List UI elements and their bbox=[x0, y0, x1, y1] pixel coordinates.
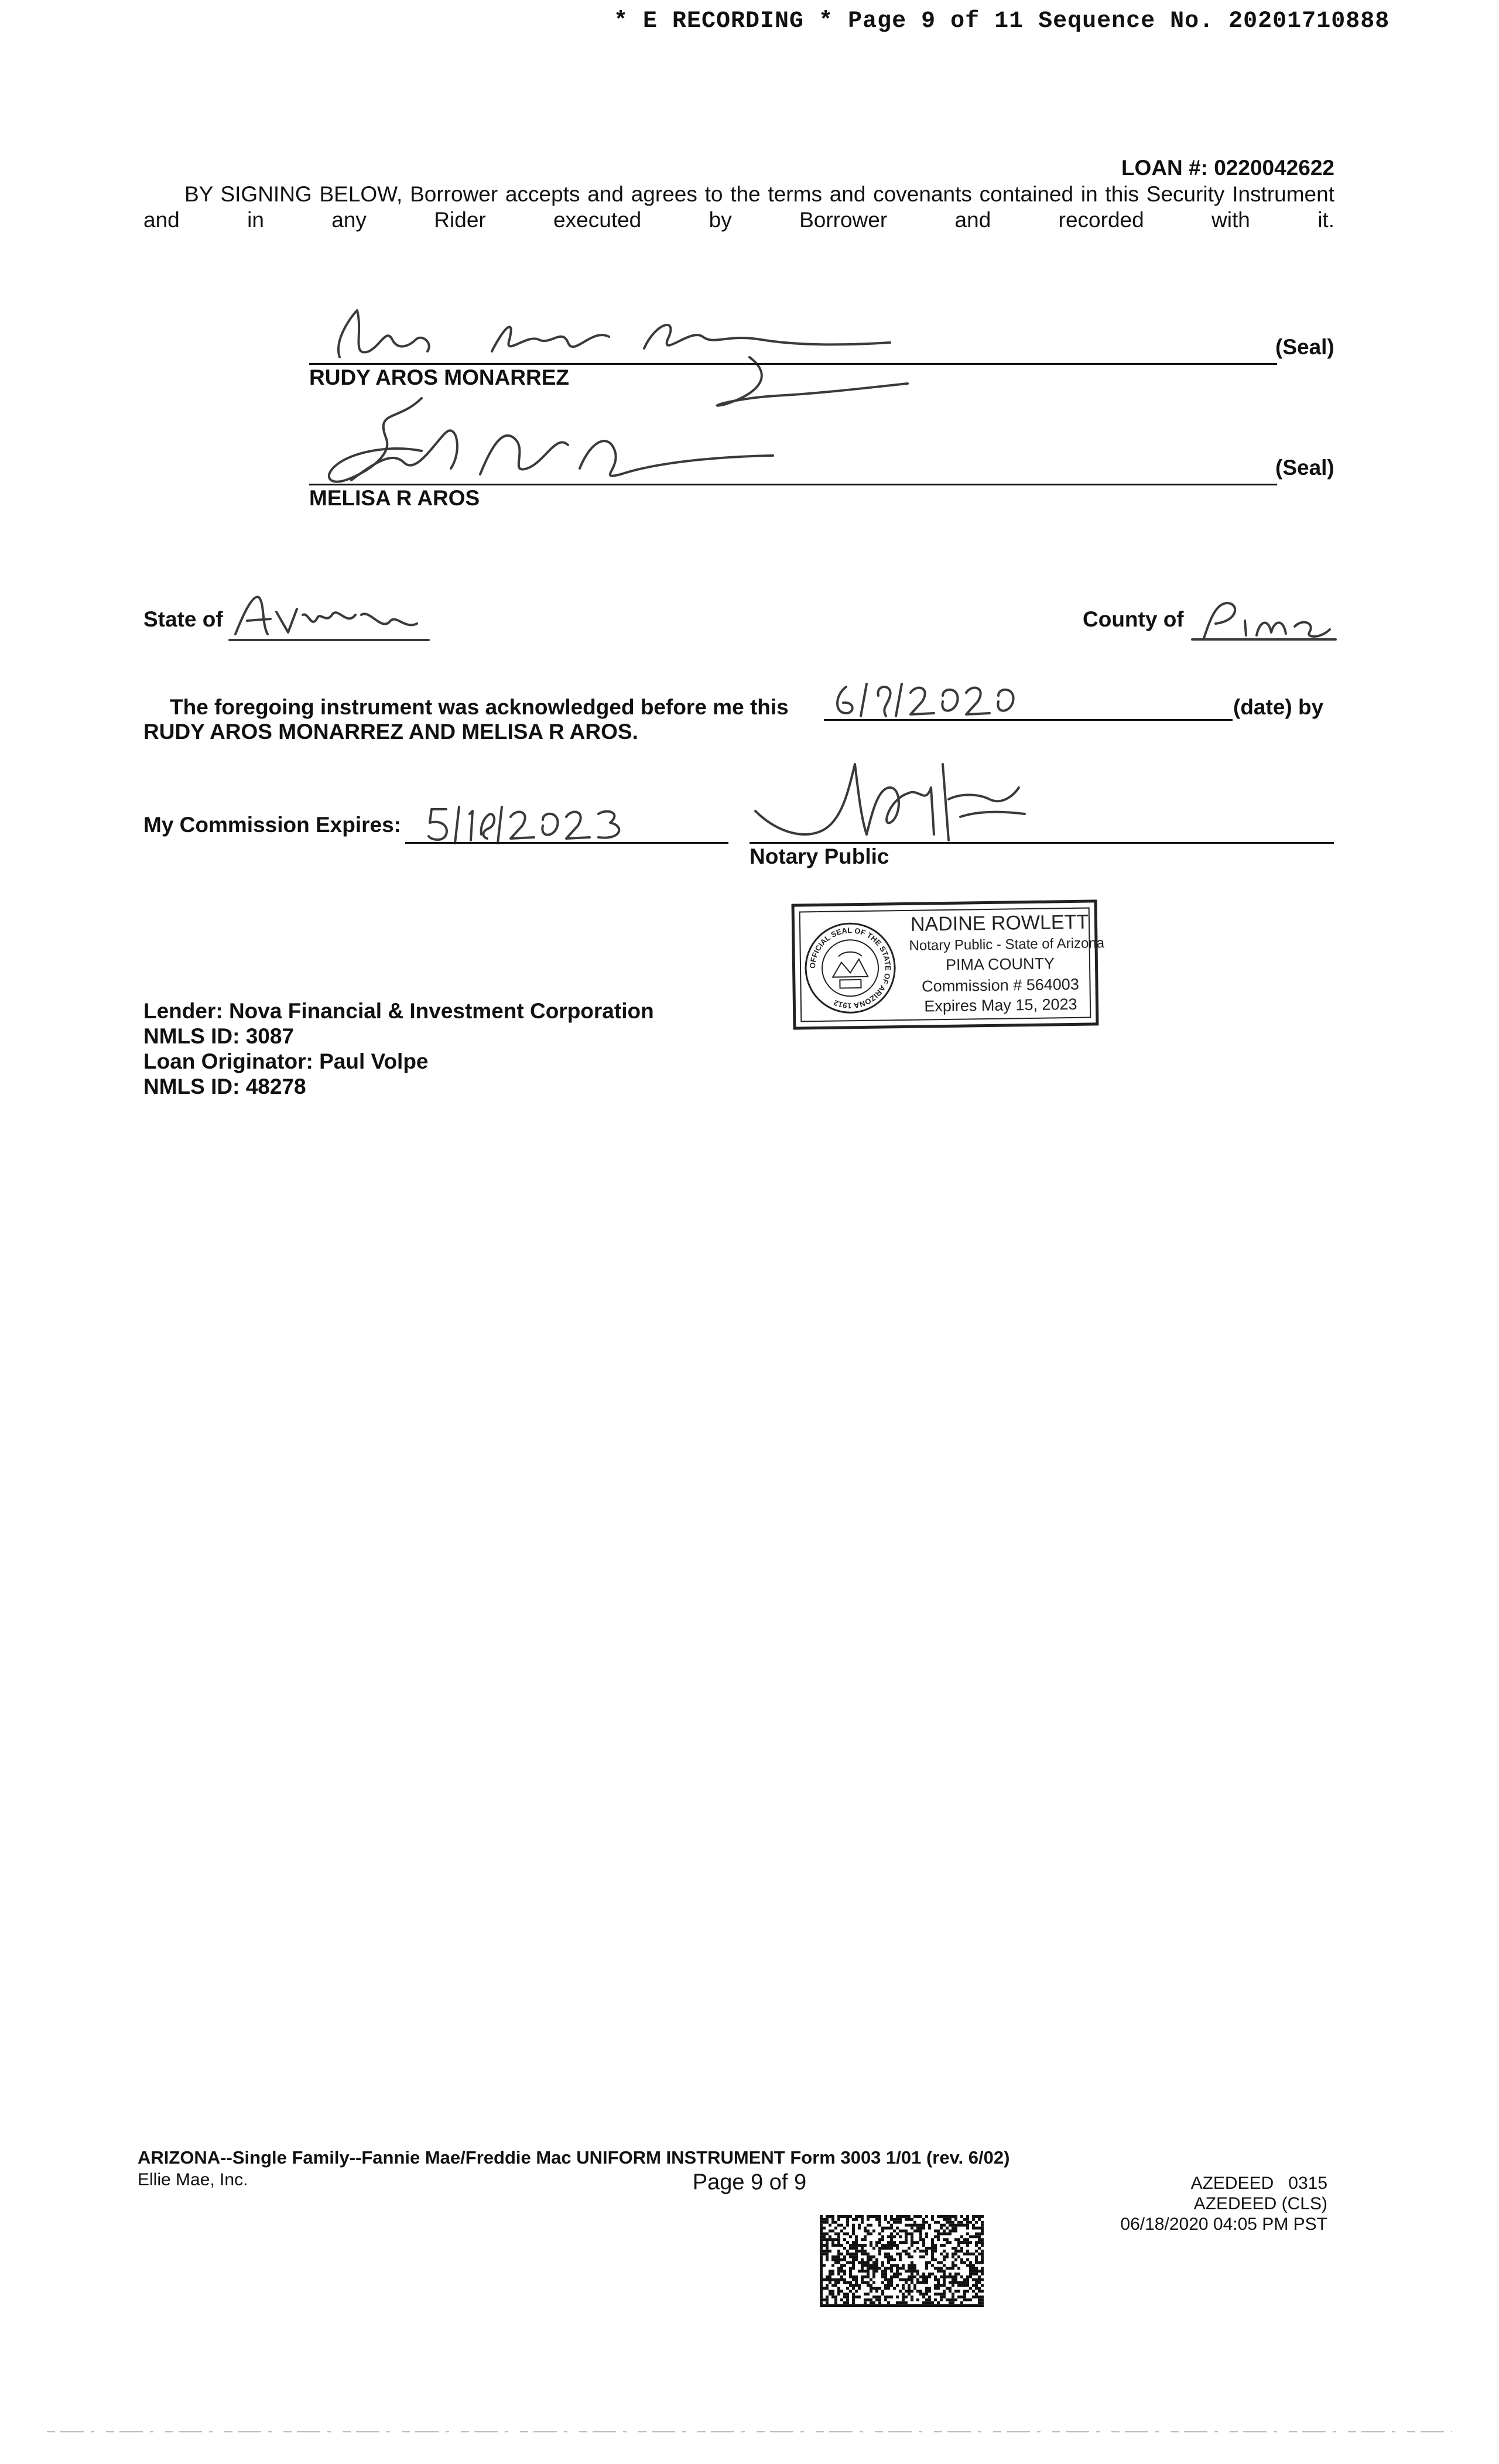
loan-number: LOAN #: 0220042622 bbox=[1121, 156, 1334, 180]
borrower1-signature-line bbox=[309, 363, 1277, 365]
date-by-label: (date) by bbox=[1233, 695, 1324, 719]
stamp-county: PIMA COUNTY bbox=[945, 954, 1055, 974]
footer-page-number: Page 9 of 9 bbox=[692, 2170, 807, 2195]
footer-timestamp: 06/18/2020 04:05 PM PST bbox=[1120, 2215, 1327, 2234]
borrower1-name: RUDY AROS MONARREZ bbox=[309, 365, 570, 389]
notary-signature bbox=[755, 752, 1060, 852]
notary-public-label: Notary Public bbox=[750, 844, 889, 868]
lender-name: Lender: Nova Financial & Investment Corporation bbox=[143, 999, 654, 1023]
acknowledgment-date-line bbox=[824, 719, 1233, 721]
footer-code1: AZEDEED 0315 bbox=[1190, 2174, 1327, 2193]
scan-artifact-line bbox=[47, 2431, 1452, 2432]
footer-code2: AZEDEED (CLS) bbox=[1193, 2194, 1327, 2213]
lender-nmls: NMLS ID: 3087 bbox=[143, 1024, 295, 1048]
stamp-expires: Expires May 15, 2023 bbox=[924, 995, 1077, 1015]
acknowledgment-date-handwritten bbox=[823, 678, 1233, 725]
borrower2-name: MELISA R AROS bbox=[309, 486, 480, 510]
borrower2-seal-label: (Seal) bbox=[1275, 456, 1334, 480]
commission-expiry-line bbox=[405, 842, 728, 844]
originator-nmls: NMLS ID: 48278 bbox=[143, 1074, 306, 1098]
borrower2-signature-line bbox=[309, 484, 1277, 485]
commission-label: My Commission Expires: bbox=[143, 813, 402, 837]
acknowledged-parties: RUDY AROS MONARREZ AND MELISA R AROS. bbox=[143, 720, 638, 744]
stamp-notary-name: NADINE ROWLETT bbox=[910, 911, 1089, 936]
barcode-icon bbox=[820, 2215, 984, 2307]
state-label: State of bbox=[143, 607, 223, 631]
signing-paragraph: BY SIGNING BELOW, Borrower accepts and agrees to the terms and covenants contained in this Security Instrument and in any Rider executed by Borrower and recorded with it. bbox=[143, 182, 1334, 232]
notary-stamp bbox=[792, 899, 1105, 1029]
seal-arc-text: OFFICIAL SEAL OF THE STATE OF ARIZONA 1912 bbox=[807, 926, 893, 1011]
notary-signature-line bbox=[750, 842, 1334, 844]
footer-form-title: ARIZONA--Single Family--Fannie Mae/Freddie Mac UNIFORM INSTRUMENT Form 3003 1/01 (rev. 6/02) bbox=[138, 2147, 1010, 2168]
state-handwritten-value bbox=[230, 588, 429, 644]
acknowledgment-text: The foregoing instrument was acknowledged before me this bbox=[170, 695, 789, 719]
svg-text:OFFICIAL SEAL OF THE STATE OF bbox=[807, 925, 893, 1011]
loan-originator: Loan Originator: Paul Volpe bbox=[143, 1049, 429, 1073]
recording-header: * E RECORDING * Page 9 of 11 Sequence No. 20201710888 bbox=[614, 8, 1390, 35]
county-label: County of bbox=[1083, 607, 1184, 631]
state-seal-icon bbox=[803, 920, 898, 1015]
footer-vendor: Ellie Mae, Inc. bbox=[138, 2170, 248, 2189]
borrower1-seal-label: (Seal) bbox=[1275, 335, 1334, 359]
stamp-commission: Commission # 564003 bbox=[921, 975, 1080, 995]
county-handwritten-value bbox=[1192, 591, 1339, 644]
stamp-notary-title: Notary Public - State of Arizona bbox=[909, 935, 1105, 954]
